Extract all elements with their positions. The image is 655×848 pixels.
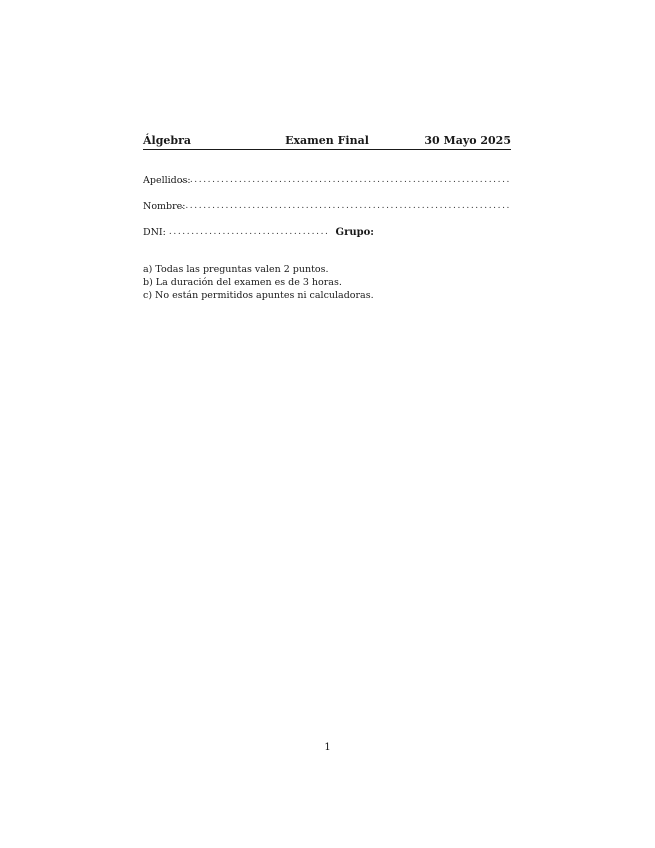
instruction-item: b) La duración del examen es de 3 horas. (143, 277, 342, 288)
grupo-label: Grupo: (335, 227, 374, 238)
nombre-label: Nombre: (143, 201, 186, 212)
dni-label: DNI: (143, 227, 166, 238)
instruction-item: c) No están permitidos apuntes ni calculadoras. (143, 290, 374, 301)
apellidos-label: Apellidos: (143, 175, 191, 186)
nombre-dotted-line[interactable]: ............................................................................ (171, 201, 511, 211)
page-number: 1 (324, 742, 331, 753)
apellidos-field[interactable] (143, 174, 511, 187)
exam-date: 30 Mayo 2025 (424, 134, 511, 147)
dni-dotted-line[interactable]: .................................... (168, 227, 330, 237)
exam-title: Examen Final (285, 134, 369, 147)
apellidos-dotted-line[interactable]: ........................................................................... (176, 175, 511, 185)
exam-header (143, 134, 511, 150)
dni-grupo-field[interactable] (143, 226, 511, 239)
nombre-field[interactable] (143, 200, 511, 213)
exam-instructions (143, 263, 511, 302)
instruction-item: a) Todas las preguntas valen 2 puntos. (143, 264, 329, 275)
subject-title: Álgebra (143, 134, 192, 147)
